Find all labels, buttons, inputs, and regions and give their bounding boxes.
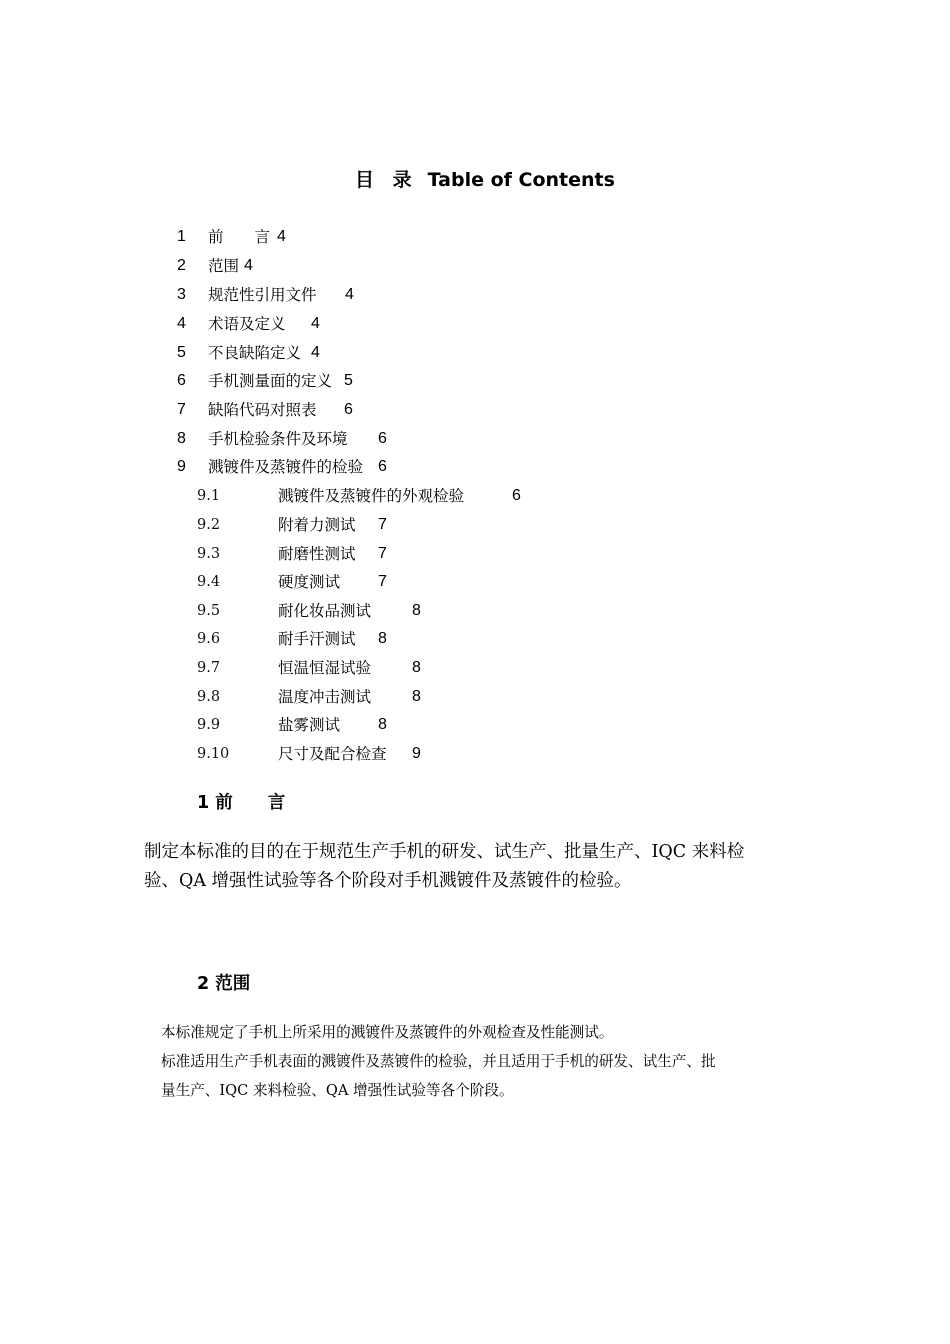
toc-subentry[interactable]: [197, 486, 537, 506]
toc-entry-title: 不良缺陷定义: [208, 344, 302, 362]
toc-subentry-page: 7: [378, 573, 387, 590]
toc-subentry-title: 溅镀件及蒸镀件的外观检验: [278, 487, 465, 505]
toc-subentry-number: 9.8: [197, 689, 221, 705]
section-2-line: 量生产、IQC 来料检验、QA 增强性试验等各个阶段。: [161, 1082, 514, 1099]
toc-entry-title: 前 言: [208, 228, 271, 246]
section-1-paragraph: [144, 838, 804, 896]
toc-title-en: Table of Contents: [427, 169, 615, 191]
toc-subentry-page: 8: [412, 602, 421, 619]
toc-title-cn: 目 录: [355, 169, 418, 191]
toc-subentry-page: 6: [512, 487, 521, 504]
section-2-paragraph: [161, 1018, 821, 1105]
section-2-heading: 2 范围: [197, 974, 251, 994]
toc-entry-number: 9: [177, 458, 186, 475]
toc-subentry-page: 8: [412, 688, 421, 705]
toc-entry-page: 4: [244, 257, 253, 274]
toc-subentry-title: 耐磨性测试: [278, 545, 356, 563]
toc-entry-title: 手机测量面的定义: [208, 372, 333, 390]
toc-entry[interactable]: [177, 371, 477, 391]
toc-entry[interactable]: [177, 429, 477, 449]
toc-subentry-page: 8: [378, 716, 387, 733]
toc-entry-number: 8: [177, 430, 186, 447]
toc-entry-number: 7: [177, 401, 186, 418]
toc-subentry-page: 8: [378, 630, 387, 647]
toc-entry-page: 4: [311, 315, 320, 332]
toc-subentry-page: 7: [378, 516, 387, 533]
toc-title: [0, 168, 950, 192]
toc-entry[interactable]: [177, 343, 477, 363]
toc-subentry-number: 9.5: [197, 603, 221, 619]
toc-subentry[interactable]: [197, 601, 537, 621]
section-1-line: 验、QA 增强性试验等各个阶段对手机溅镀件及蒸镀件的检验。: [144, 871, 632, 891]
toc-entry-page: 4: [277, 228, 286, 245]
toc-entry-page: 6: [344, 401, 353, 418]
toc-entry-page: 6: [378, 458, 387, 475]
toc-subentry-number: 9.10: [197, 746, 230, 762]
section-2-line: 本标准规定了手机上所采用的溅镀件及蒸镀件的外观检查及性能测试。: [161, 1024, 614, 1041]
toc-entry[interactable]: [177, 227, 477, 247]
toc-subentry[interactable]: [197, 515, 537, 535]
toc-subentry-title: 耐手汗测试: [278, 630, 356, 648]
toc-entry-page: 5: [344, 372, 353, 389]
toc-entry-number: 1: [177, 228, 186, 245]
toc-entry-number: 3: [177, 286, 186, 303]
toc-subentry-number: 9.7: [197, 660, 221, 676]
toc-subentry-title: 附着力测试: [278, 516, 356, 534]
toc-entry-page: 4: [345, 286, 354, 303]
toc-entry-title: 缺陷代码对照表: [208, 401, 317, 419]
toc-entry[interactable]: [177, 400, 477, 420]
section-2-line: 标准适用生产手机表面的溅镀件及蒸镀件的检验，并且适用于手机的研发、试生产、批: [161, 1053, 716, 1070]
toc-entry-title: 术语及定义: [208, 315, 286, 333]
toc-subentry[interactable]: [197, 687, 537, 707]
toc-entry-number: 4: [177, 315, 186, 332]
toc-subentry-page: 8: [412, 659, 421, 676]
toc-entry-number: 6: [177, 372, 186, 389]
toc-subentry[interactable]: [197, 544, 537, 564]
toc-subentry-number: 9.4: [197, 574, 221, 590]
toc-subentry-title: 硬度测试: [278, 573, 341, 591]
toc-subentry[interactable]: [197, 572, 537, 592]
toc-subentry[interactable]: [197, 658, 537, 678]
section-1-heading: 1 前 言: [197, 793, 286, 813]
toc-entry-page: 6: [378, 430, 387, 447]
toc-entry-number: 2: [177, 257, 186, 274]
toc-entry-title: 规范性引用文件: [208, 286, 317, 304]
toc-entry-title: 范围: [208, 257, 240, 275]
toc-subentry[interactable]: [197, 629, 537, 649]
toc-subentry-title: 温度冲击测试: [278, 688, 372, 706]
toc-subentry-number: 9.9: [197, 717, 221, 733]
toc-entry[interactable]: [177, 256, 477, 276]
toc-entry-title: 手机检验条件及环境: [208, 430, 348, 448]
toc-subentry-title: 盐雾测试: [278, 716, 341, 734]
toc-entry[interactable]: [177, 457, 477, 477]
toc-entry-number: 5: [177, 344, 186, 361]
toc-subentry-number: 9.6: [197, 631, 221, 647]
toc-entry[interactable]: [177, 285, 477, 305]
section-1-line: 制定本标准的目的在于规范生产手机的研发、试生产、批量生产、IQC 来料检: [144, 842, 745, 862]
toc-entry-title: 溅镀件及蒸镀件的检验: [208, 458, 364, 476]
toc-entry-page: 4: [311, 344, 320, 361]
toc-entry[interactable]: [177, 314, 477, 334]
toc-subentry-title: 恒温恒湿试验: [278, 659, 372, 677]
toc-subentry-title: 尺寸及配合检查: [278, 745, 387, 763]
toc-subentry-number: 9.3: [197, 546, 221, 562]
toc-subentry[interactable]: [197, 744, 537, 764]
toc-subentry[interactable]: [197, 715, 537, 735]
toc-subentry-page: 9: [412, 745, 421, 762]
toc-subentry-number: 9.1: [197, 488, 221, 504]
toc-subentry-page: 7: [378, 545, 387, 562]
toc-subentry-number: 9.2: [197, 517, 221, 533]
toc-subentry-title: 耐化妆品测试: [278, 602, 372, 620]
